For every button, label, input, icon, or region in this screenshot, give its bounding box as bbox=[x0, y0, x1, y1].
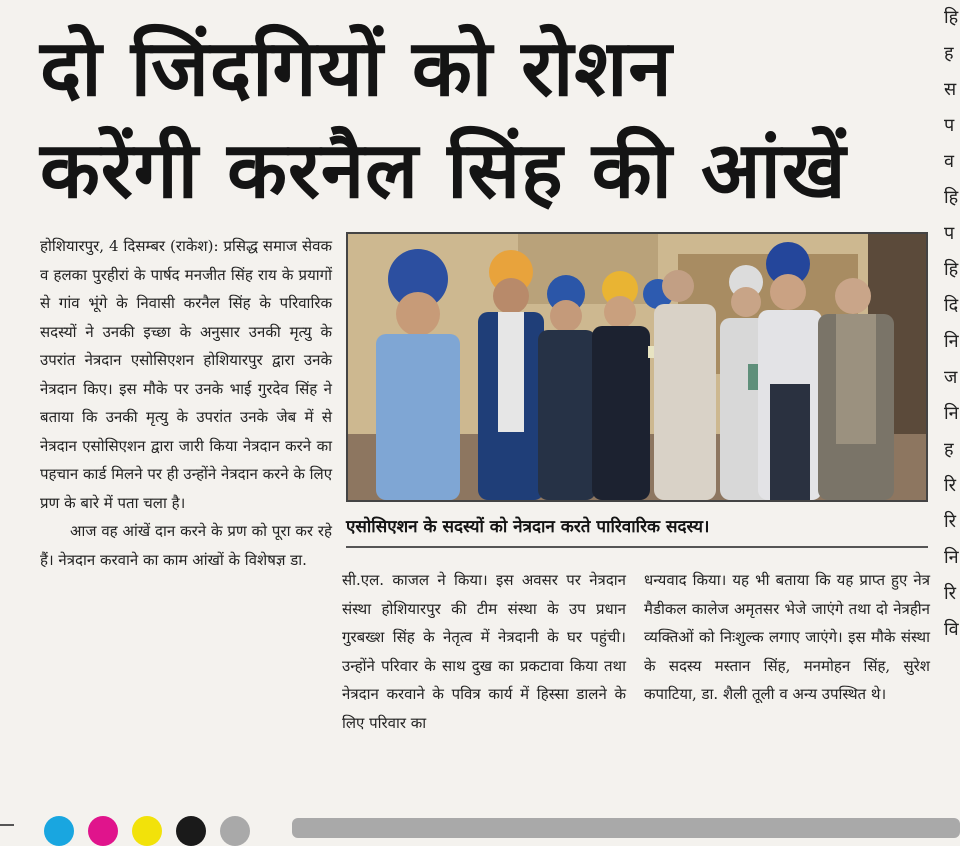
edge-fragment: नि bbox=[944, 547, 959, 568]
headline bbox=[40, 18, 940, 222]
edge-fragment: हि bbox=[944, 7, 959, 28]
article-column-2 bbox=[342, 566, 626, 737]
headline-line-2: करेंगी करनैल सिंह की आंखें bbox=[40, 126, 847, 216]
edge-fragment: वि bbox=[944, 619, 959, 640]
article-paragraph-dateline: होशियारपुर, 4 दिसम्बर (राकेश): प्रसिद्ध समाज सेवक व हलका पुरहीरां के पार्षद मनजीत सिंह राय के प्रयागों से गांव भूंगे के निवासी करनैल सिंह के परिवारिक सदस्यों ने उनकी इच्छा के अनुसार उनकी मृत्यु के उपरांत नेत्रदान एसोसिएशन होशियारपुर द्वारा उनके नेत्रदान किए। इस मौके पर उनके भाई गुरदेव सिंह ने बताया कि उनकी मृत्यु के उपरांत उनके जेब में से नेत्रदान एसोसिएशन द्वारा जारी किया नेत्रदान करने का पहचान कार्ड मिलने पर ही उन्होंने नेत्रदान करने के लिए प्रण के बारे में पता चला है। bbox=[40, 237, 332, 512]
edge-fragment: हि bbox=[944, 187, 959, 208]
headline-line-1: दो जिंदगियों को रोशन bbox=[40, 24, 673, 114]
edge-fragment: नि bbox=[944, 403, 959, 424]
article-column-1 bbox=[40, 232, 332, 574]
edge-fragment: रि bbox=[944, 511, 957, 532]
article-paragraph-2: आज वह आंखें दान करने के प्रण को पूरा कर रहे हैं। नेत्रदान करवाने का काम आंखों के विशेषज्ञ डा. bbox=[40, 522, 332, 569]
photo-caption: एसोसिएशन के सदस्यों को नेत्रदान करते पारिवारिक सदस्य। bbox=[346, 512, 928, 548]
edge-fragment: रि bbox=[944, 583, 957, 604]
adjacent-article-edge bbox=[944, 0, 960, 800]
article-paragraph-col3: धन्यवाद किया। यह भी बताया कि यह प्राप्त हुए नेत्र मैडीकल कालेज अमृतसर भेजे जाएंगे तथा दो नेत्रहीन व्यक्तिओं को निःशुल्क लगाए जाएंगे। इस मौके संस्था के सदस्य मस्तान सिंह, मनमोहन सिंह, सुरेश कपाटिया, डा. शैली तूली व अन्य उपस्थित थे। bbox=[644, 571, 930, 703]
edge-fragment: नि bbox=[944, 331, 959, 352]
edge-fragment: दि bbox=[944, 295, 959, 316]
edge-fragment: ह bbox=[944, 43, 954, 64]
edge-fragment: रि bbox=[944, 475, 957, 496]
edge-fragment: स bbox=[944, 79, 957, 100]
article-column-3 bbox=[644, 566, 930, 709]
news-photo bbox=[346, 232, 928, 502]
edge-fragment: ज bbox=[944, 367, 958, 388]
edge-fragment: हि bbox=[944, 259, 959, 280]
group-photo-illustration bbox=[348, 234, 926, 500]
article-paragraph-col2: सी.एल. काजल ने किया। इस अवसर पर नेत्रदान संस्था होशियारपुर की टीम संस्था के उप प्रधान गुरबख्श सिंह के नेतृत्व में नेत्रदानी के घर पहुंची। उन्होंने परिवार के साथ दुख का प्रकटावा किया तथा नेत्रदान करवाने के पवित्र कार्य में हिस्सा डालने के लिए परिवार का bbox=[342, 571, 626, 732]
black-registration-dot bbox=[176, 816, 206, 846]
edge-fragment: प bbox=[944, 223, 955, 244]
gray-registration-dot bbox=[220, 816, 250, 846]
edge-fragment: व bbox=[944, 151, 955, 172]
magenta-registration-dot bbox=[88, 816, 118, 846]
edge-fragment: ह bbox=[944, 439, 954, 460]
gray-registration-strip bbox=[292, 818, 960, 838]
edge-fragment: प bbox=[944, 115, 955, 136]
cyan-registration-dot bbox=[44, 816, 74, 846]
print-registration-bar bbox=[0, 808, 960, 833]
registration-tick bbox=[0, 824, 14, 826]
yellow-registration-dot bbox=[132, 816, 162, 846]
